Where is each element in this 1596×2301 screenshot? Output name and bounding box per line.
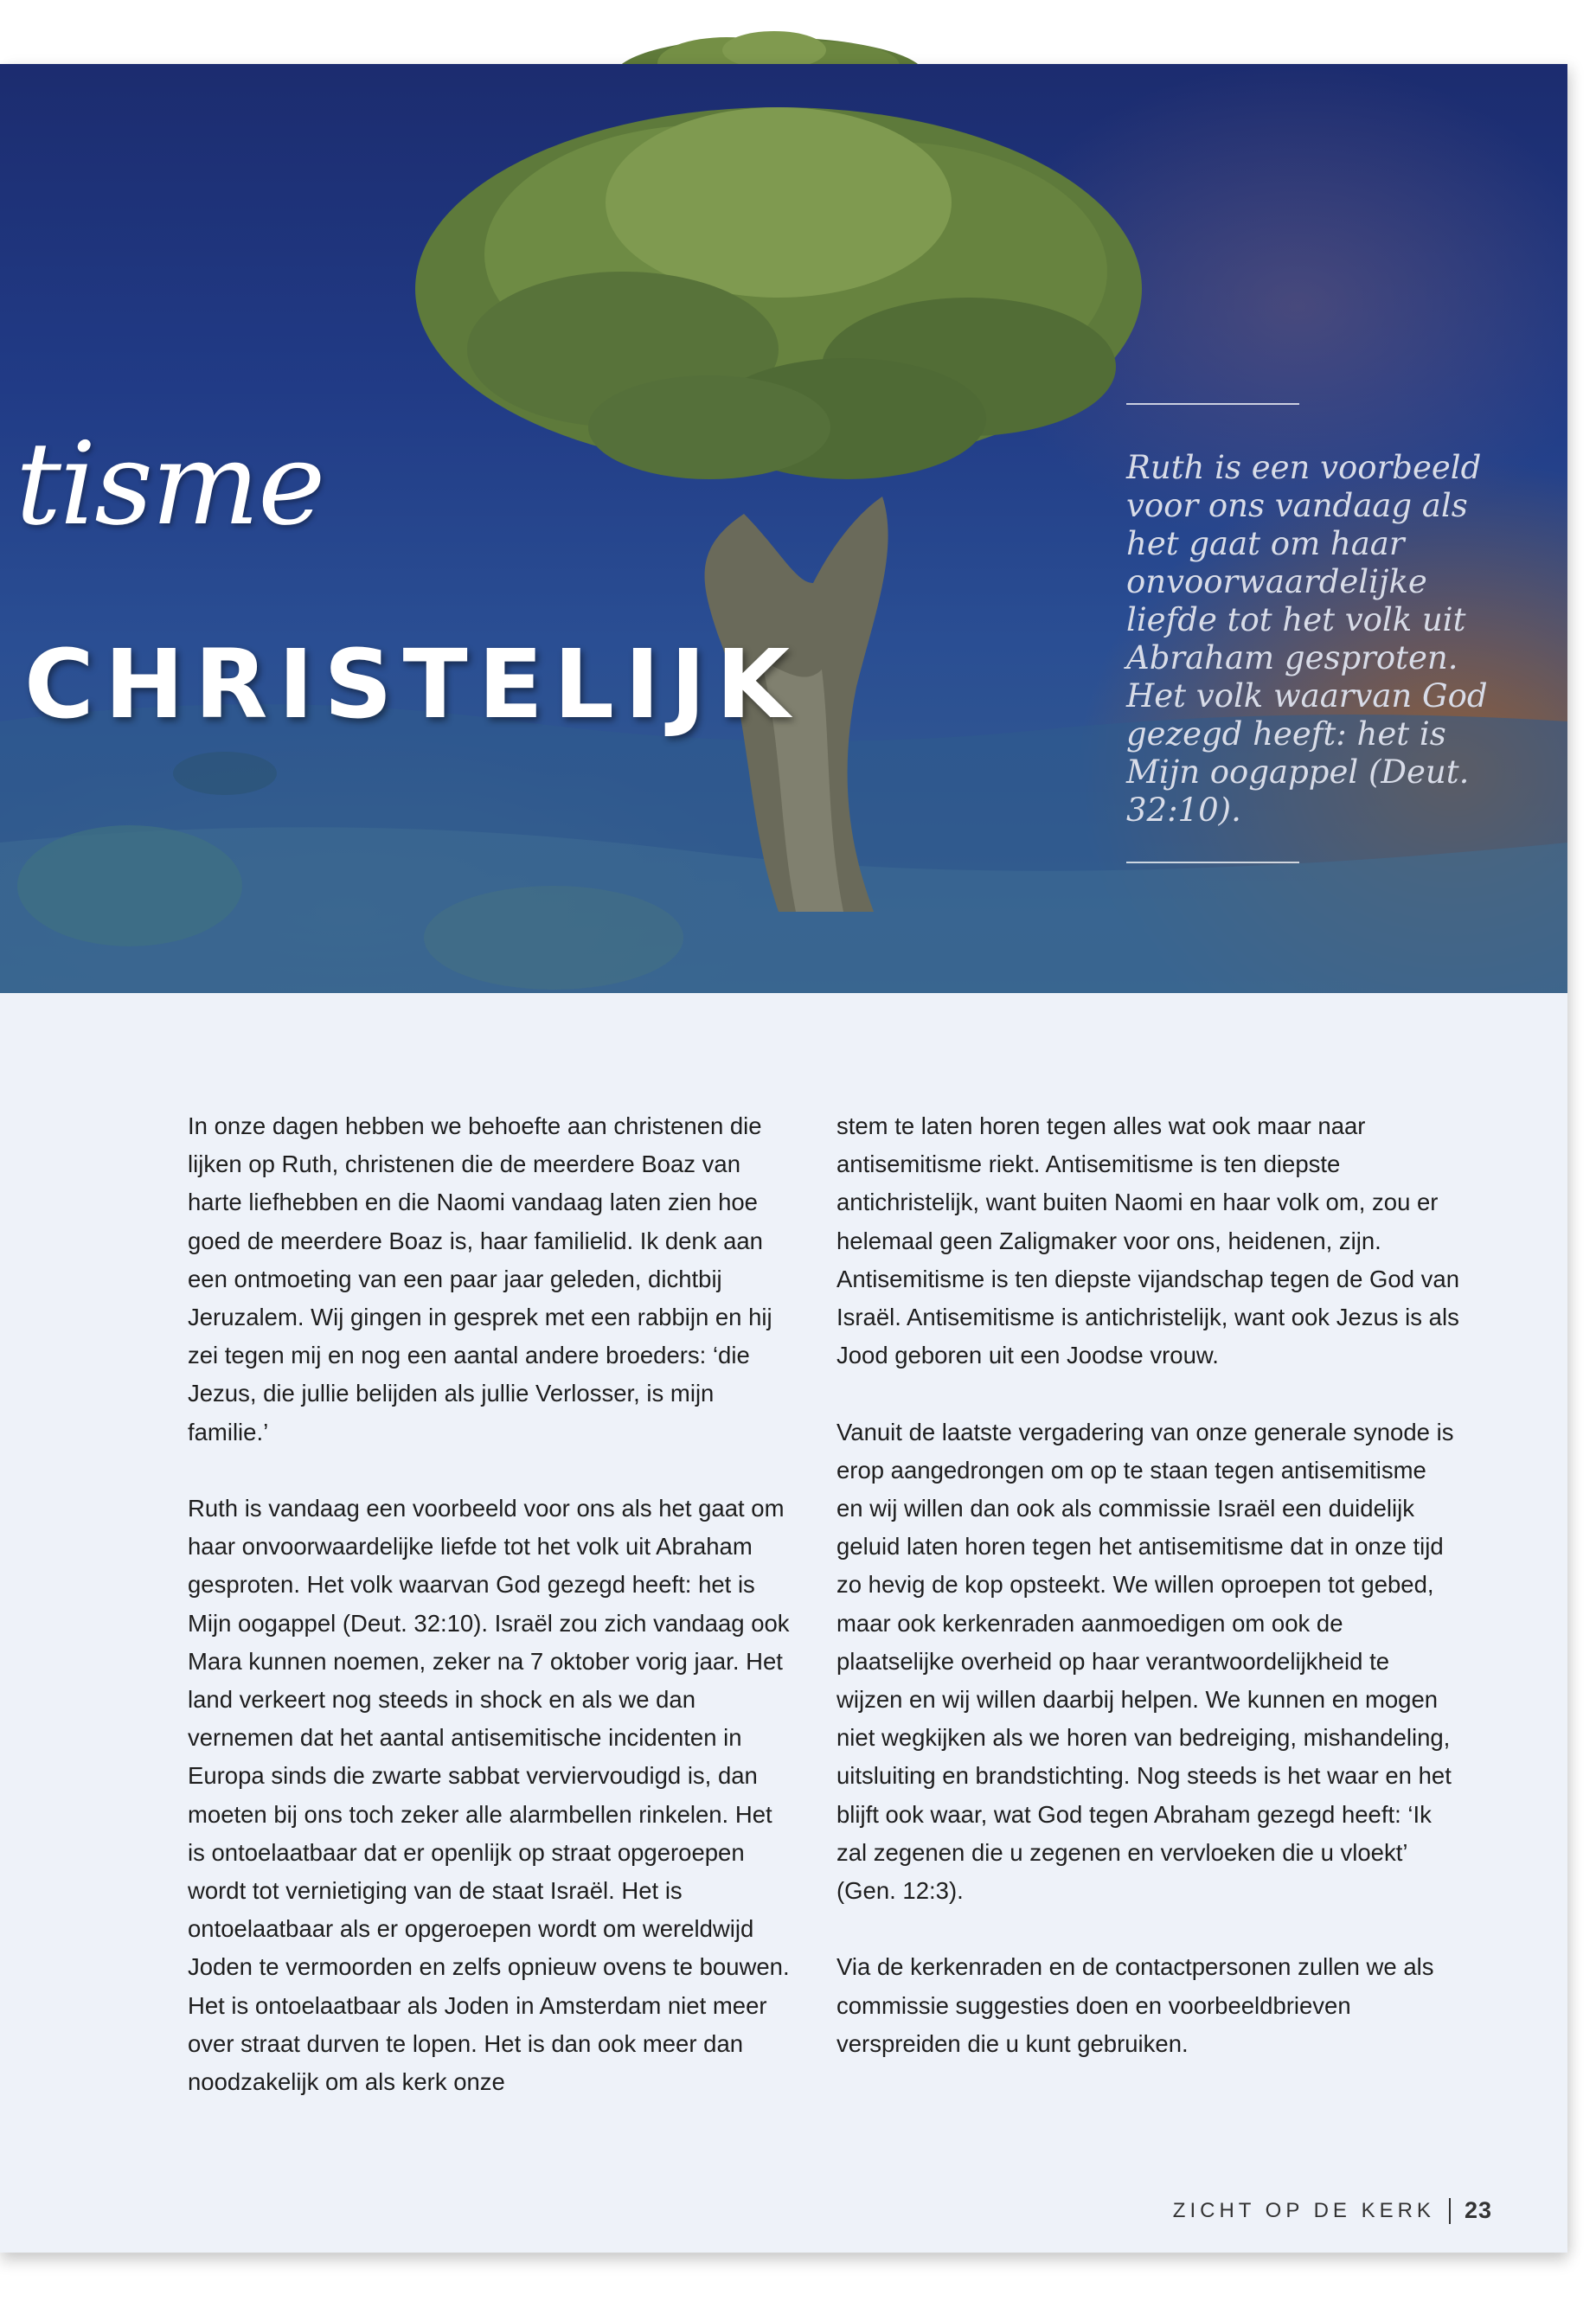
page-footer: [1173, 2197, 1492, 2224]
quote-rule-top: [1126, 403, 1299, 405]
paragraph: In onze dagen hebben we behoefte aan christenen die lijken op Ruth, christenen die de meerdere Boaz van harte liefhebben en die Naomi vandaag laten zien hoe goed de meerdere Boaz is, haar familielid. Ik denk aan een ontmoeting van een paar jaar geleden, dichtbij Jeruzalem. Wij gingen in gesprek met een rabbijn en hij zei tegen mij en nog een aantal andere broeders: ‘die Jezus, die jullie belijden als jullie Verlosser, is mijn familie.’: [188, 1112, 772, 1445]
pull-quote: Ruth is een voorbeeld voor ons vandaag als het gaat om haar onvoorwaardelijke liefde tot het volk uit Abraham gesproten. Het volk waarvan God gezegd heeft: het is Mijn oogappel (Deut. 32:10).: [1126, 449, 1488, 829]
paragraph: stem te laten horen tegen alles wat ook maar naar antisemitisme riekt. Antisemitisme is ten diepste antichristelijk, want buiten Naomi en haar volk om, zou er helemaal geen Zaligmaker voor ons, heidenen, zijn. Antisemitisme is ten diepste vijandschap tegen de God van Israël. Antisemitisme is antichristelijk, want ook Jezus is als Jood geboren uit een Joodse vrouw.: [836, 1112, 1459, 1369]
section-script-title: tisme: [16, 418, 324, 551]
quote-rule-bottom: [1126, 862, 1299, 863]
section-main-title: CHRISTELIJK: [24, 629, 801, 740]
paragraph: Via de kerkenraden en de contactpersonen zullen we als commissie suggesties doen en voorbeeldbrieven verspreiden die u kunt gebruiken.: [836, 1953, 1434, 2057]
paragraph: Vanuit de laatste vergadering van onze generale synode is erop aangedrongen om op te staan tegen antisemitisme en wij willen dan ook als commissie Israël een duidelijk geluid laten horen tegen het antisemitisme dat in onze tijd zo hevig de kop opsteekt. We willen oproepen tot gebed, maar ook kerkenraden aanmoedigen om ook de plaatselijke overheid op haar verantwoordelijkheid te wijzen en wij willen daarbij helpen. We kunnen en mogen niet wegkijken als we horen van bedreiging, mishandeling, uitsluiting en brandstichting. Nog steeds is het waar en het blijft ook waar, wat God tegen Abraham gezegd heeft: ‘Ik zal zegenen die u zegenen en vervloeken die u vloekt’ (Gen. 12:3).: [836, 1418, 1454, 1905]
page-number: 23: [1464, 2197, 1492, 2223]
footer-divider: [1449, 2198, 1451, 2224]
article-column-left: [188, 1107, 793, 2139]
publication-name: ZICHT OP DE KERK: [1172, 2198, 1435, 2222]
article-column-right: [836, 1107, 1459, 2101]
hero-banner: [0, 64, 1567, 993]
magazine-page: [0, 64, 1567, 2253]
paragraph: Ruth is vandaag een voorbeeld voor ons als het gaat om haar onvoorwaardelijke liefde tot het volk uit Abraham gesproten. Het volk waarvan God gezegd heeft: het is Mijn oogappel (Deut. 32:10). Israël zou zich vandaag ook Mara kunnen noemen, zeker na 7 oktober vorig jaar. Het land verkeert nog steeds in shock en als we dan vernemen dat het aantal antisemitische incidenten in Europa sinds die zwarte sabbat verviervoudigd is, dan moeten bij ons toch zeker alle alarmbellen rinkelen. Het is ontoelaatbaar dat er openlijk op straat opgeroepen wordt tot vernietiging van de staat Israël. Het is ontoelaatbaar als er opgeroepen wordt om wereldwijd Joden te vermoorden en zelfs opnieuw ovens te bouwen. Het is ontoelaatbaar als Joden in Amsterdam niet meer over straat durven te lopen. Het is dan ook meer dan noodzakelijk om als kerk onze: [188, 1495, 790, 2096]
